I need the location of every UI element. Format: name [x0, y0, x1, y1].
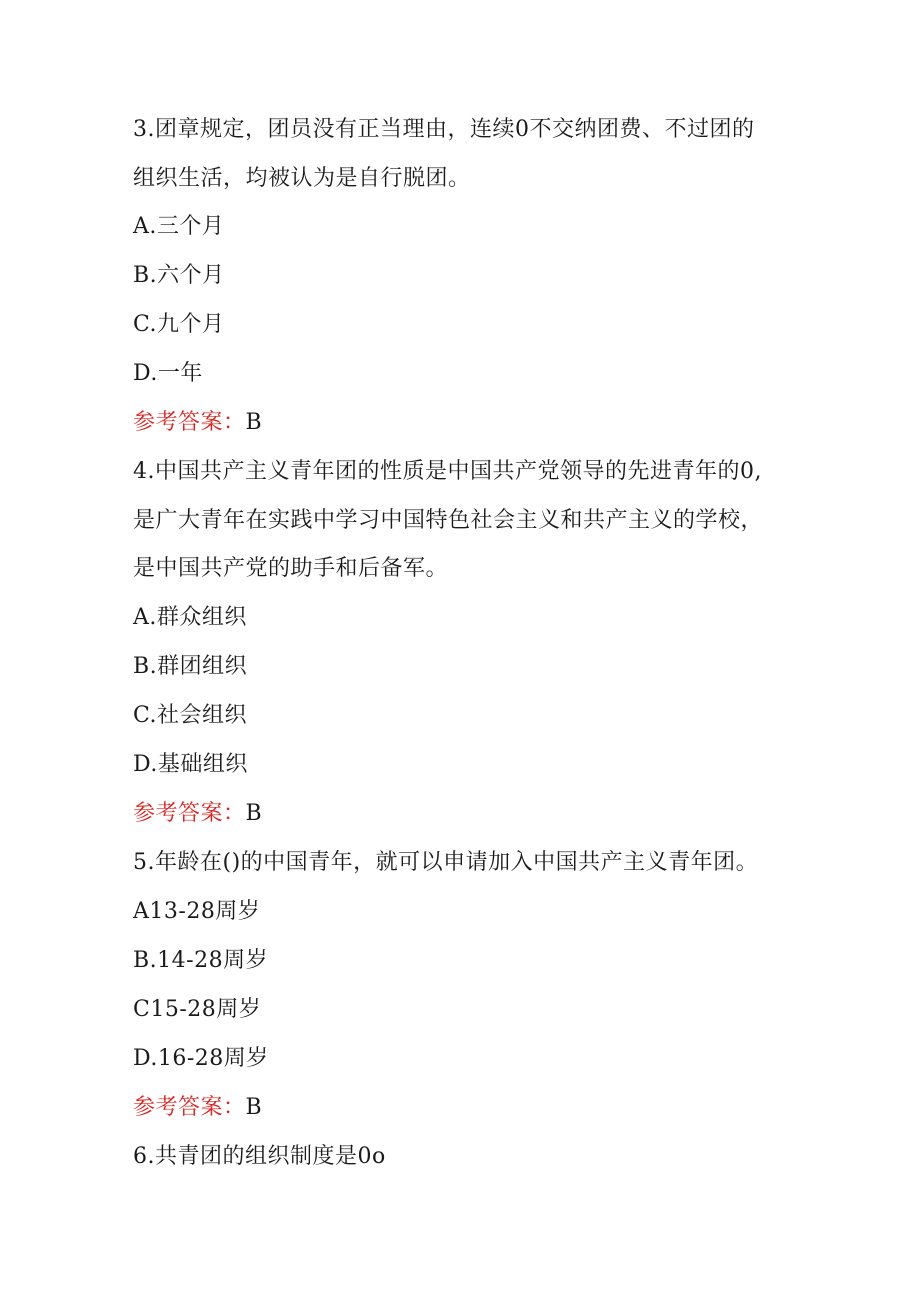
question-3-stem-line-2: 组织生活，均被认为是自行脱团。 — [133, 166, 471, 191]
question-4-answer — [133, 799, 262, 829]
question-5-option-d: D.16-28周岁 — [133, 1046, 269, 1071]
question-6-stem-line-1: 6.共青团的组织制度是0o — [133, 1144, 386, 1169]
answer-value: B — [245, 1095, 263, 1120]
question-4-stem-line-2: 是广大青年在实践中学习中国特色社会主义和共产主义的学校， — [133, 508, 764, 533]
question-4-option-d: D.基础组织 — [133, 752, 248, 777]
answer-value: B — [245, 801, 263, 826]
answer-label: 参考答案： — [133, 1095, 246, 1120]
question-5-option-c: C15-28周岁 — [133, 997, 262, 1022]
question-3-option-a: A.三个月 — [133, 214, 225, 239]
question-5-option-a: A13-28周岁 — [133, 899, 261, 924]
question-5-option-b: B.14-28周岁 — [133, 948, 269, 973]
question-4-stem-line-1: 4.中国共产主义青年团的性质是中国共产党领导的先进青年的0, — [133, 459, 762, 484]
question-4-stem-line-3: 是中国共产党的助手和后备军。 — [133, 556, 449, 581]
question-4-option-c: C.社会组织 — [133, 703, 248, 728]
answer-label: 参考答案： — [133, 410, 246, 435]
answer-label: 参考答案： — [133, 801, 246, 826]
question-5-stem-line-1: 5.年龄在()的中国青年，就可以申请加入中国共产主义青年团。 — [133, 850, 759, 875]
question-3-option-c: C.九个月 — [133, 312, 225, 337]
question-5-answer — [133, 1093, 262, 1123]
question-3-option-d: D.一年 — [133, 361, 203, 386]
question-3-option-b: B.六个月 — [133, 263, 225, 288]
question-3-stem-line-1: 3.团章规定，团员没有正当理由，连续0不交纳团费、不过团的 — [133, 117, 755, 142]
answer-value: B — [245, 410, 263, 435]
question-3-answer — [133, 408, 262, 438]
question-4-option-b: B.群团组织 — [133, 654, 248, 679]
question-4-option-a: A.群众组织 — [133, 605, 247, 630]
